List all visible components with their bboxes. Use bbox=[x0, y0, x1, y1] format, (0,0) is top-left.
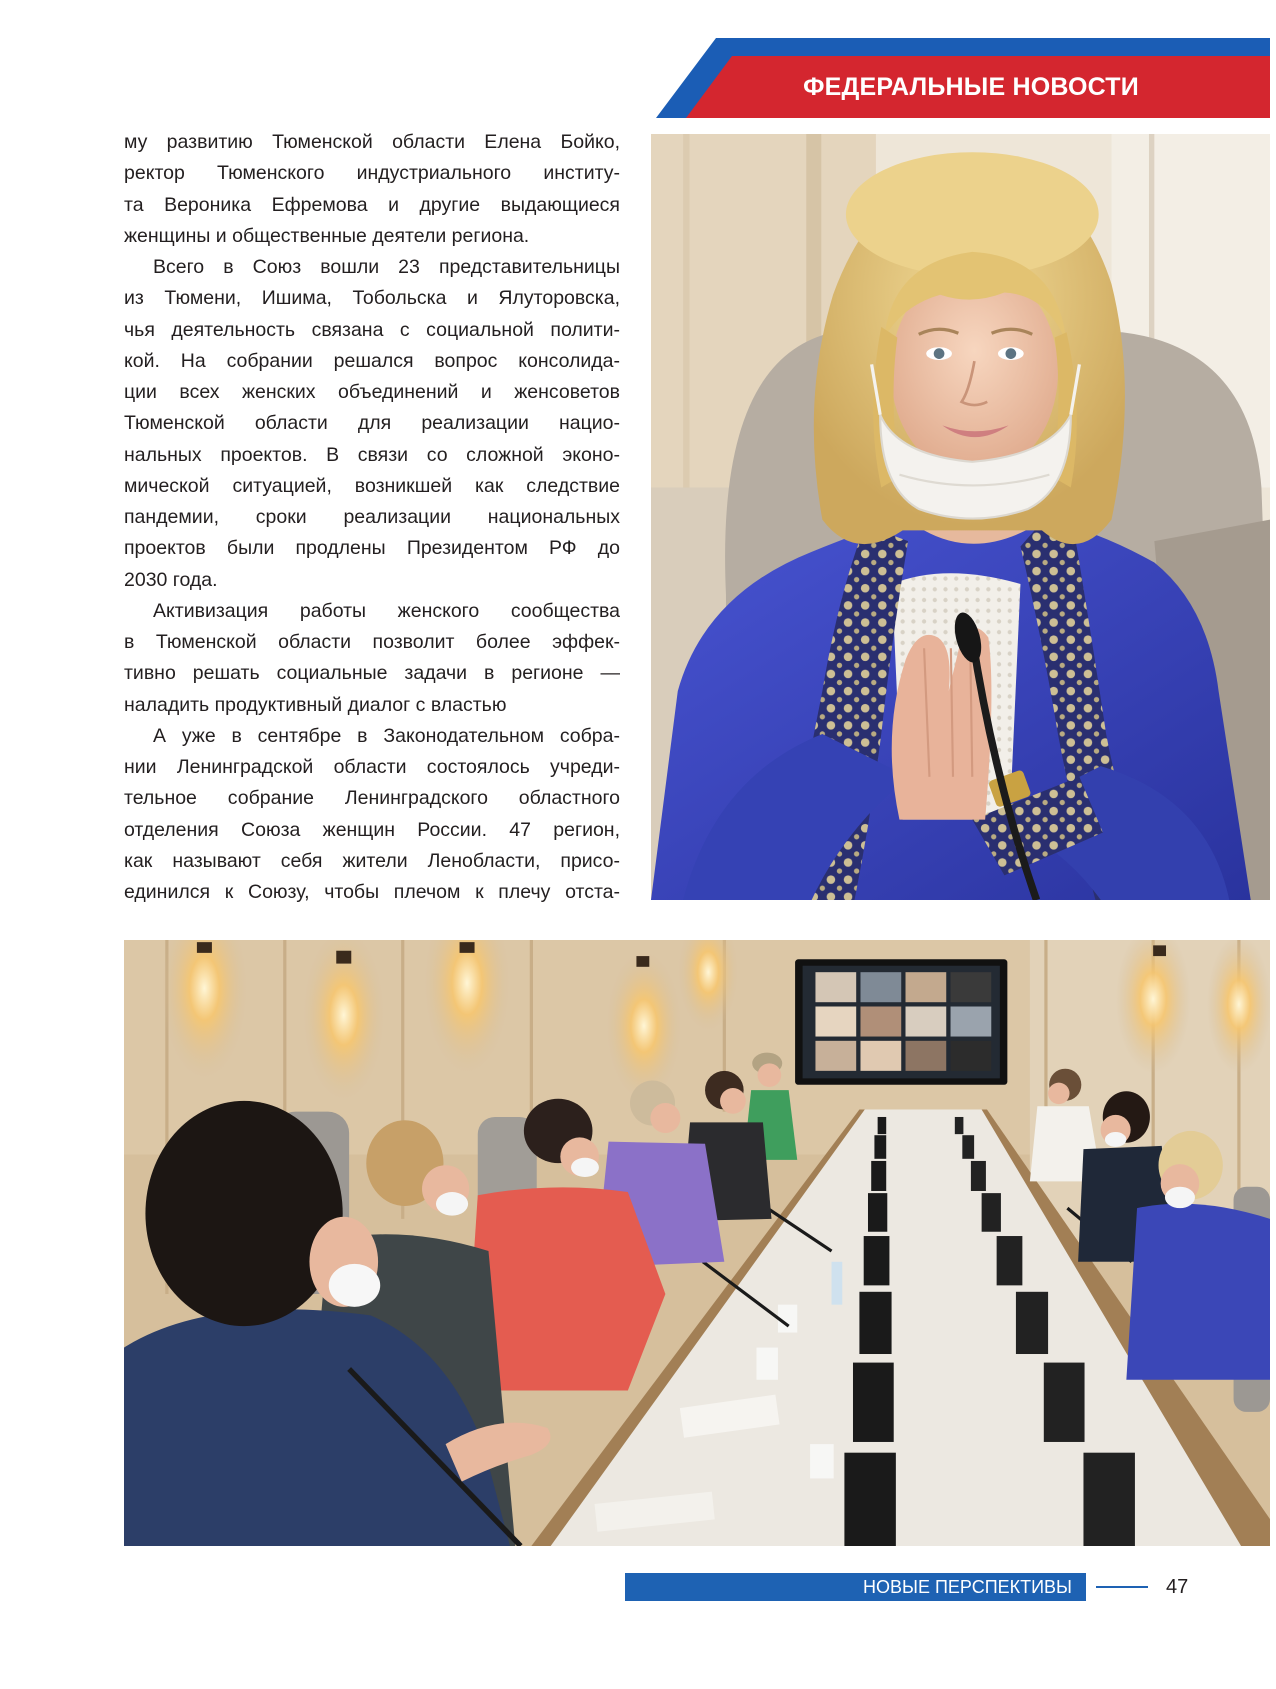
text-line: тивно решать социальные задачи в регионе — bbox=[124, 662, 620, 685]
article-paragraph bbox=[124, 721, 620, 909]
text-line: нии Ленинградской области состоялось учреди- bbox=[124, 756, 620, 778]
woman-head bbox=[814, 152, 1125, 544]
portrait-photo bbox=[651, 134, 1270, 900]
text-line: Всего в Союз вошли 23 представительницы bbox=[153, 256, 620, 278]
section-header-title: ФЕДЕРАЛЬНЫЕ НОВОСТИ bbox=[803, 72, 1139, 101]
text-line: из Тюмени, Ишима, Тобольска и Ялуторовска, bbox=[124, 287, 620, 310]
text-line: пандемии, сроки реализации национальных bbox=[124, 506, 620, 528]
meeting-photo bbox=[124, 940, 1270, 1546]
text-line: в Тюменской области позволит более эффек- bbox=[124, 631, 620, 653]
text-line: единился к Союзу, чтобы плечом к плечу отста- bbox=[124, 881, 620, 903]
article-paragraph bbox=[124, 596, 620, 721]
text-line: та Вероника Ефремова и другие выдающиеся bbox=[124, 193, 620, 216]
footer-bar bbox=[625, 1573, 1086, 1601]
text-line: му развитию Тюменской области Елена Бойко, bbox=[124, 131, 620, 153]
article-text bbox=[124, 127, 620, 908]
text-line: наладить продуктивный диалог с властью bbox=[124, 693, 507, 716]
text-line: чья деятельность связана с социальной полити- bbox=[124, 318, 620, 341]
text-line: женщины и общественные деятели региона. bbox=[124, 224, 530, 247]
text-line: мической ситуацией, возникшей как следствие bbox=[124, 474, 620, 497]
article-paragraph bbox=[124, 127, 620, 252]
text-line: проектов были продлены Президентом РФ до bbox=[124, 537, 620, 560]
text-line: нальных проектов. В связи со сложной эконо- bbox=[124, 443, 620, 466]
text-line: А уже в сентябре в Законодательном собра- bbox=[153, 724, 620, 747]
text-line: кой. На собрании решался вопрос консолида- bbox=[124, 349, 620, 372]
video-screen bbox=[795, 959, 1007, 1084]
magazine-name: НОВЫЕ ПЕРСПЕКТИВЫ bbox=[863, 1577, 1072, 1597]
text-line: ции всех женских объединений и женсоветов bbox=[124, 381, 620, 403]
footer-rule bbox=[1096, 1586, 1148, 1588]
text-line: тельное собрание Ленинградского областного bbox=[124, 787, 620, 810]
text-line: ректор Тюменского индустриального институ- bbox=[124, 162, 620, 185]
text-line: Активизация работы женского сообщества bbox=[153, 599, 620, 622]
page-number: 47 bbox=[1166, 1576, 1189, 1598]
text-line: как называют себя жители Ленобласти, присо- bbox=[124, 849, 620, 872]
text-line: отделения Союза женщин России. 47 регион, bbox=[124, 818, 620, 841]
text-line: Тюменской области для реализации нацио- bbox=[124, 412, 620, 435]
article-paragraph bbox=[124, 252, 620, 596]
text-line: 2030 года. bbox=[124, 568, 218, 591]
